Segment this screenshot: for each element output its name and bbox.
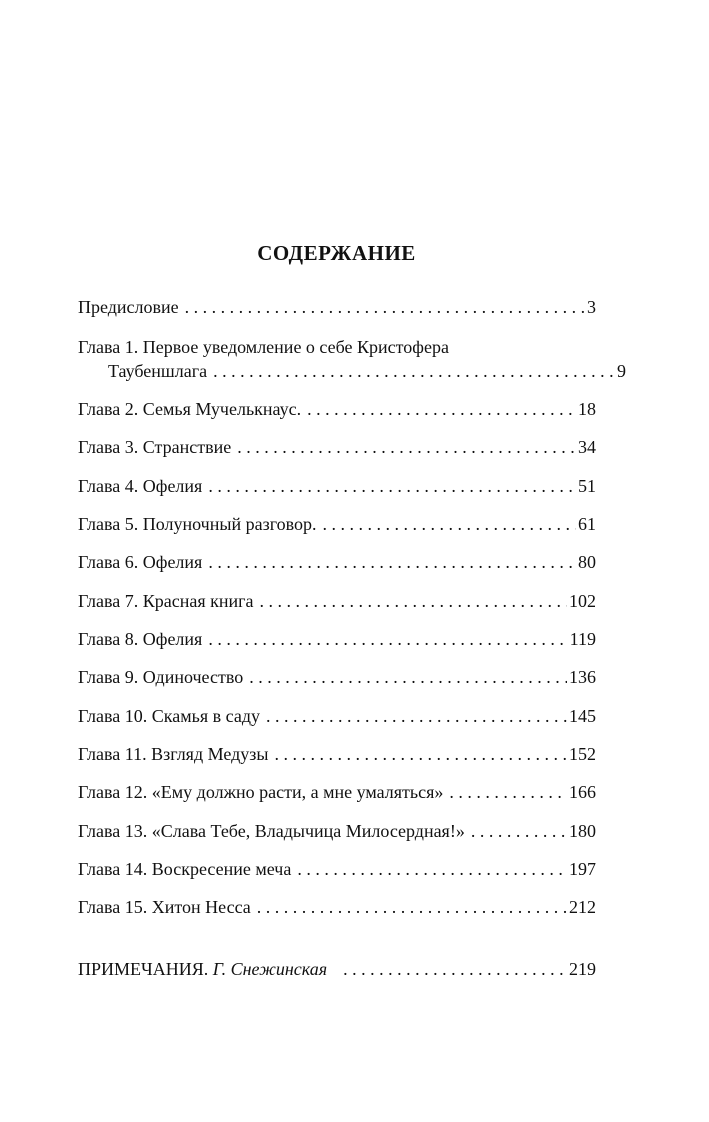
toc-entry-label [78,957,327,981]
toc-entry-page: 9 [617,361,626,381]
toc-entry-chapter-11[interactable] [78,742,596,766]
dot-leader [249,665,567,689]
dot-leader [266,704,567,728]
toc-entry-page: 34 [578,437,596,457]
toc-entry-label: Глава 4. Офелия [78,476,203,496]
toc-entry-chapter-13[interactable] [78,819,596,843]
dot-leader [471,819,567,843]
dot-leader [343,957,567,981]
toc-entry-page: 166 [569,782,596,802]
toc-entry-label: Глава 10. Скамья в саду [78,706,260,726]
dot-leader [237,435,576,459]
toc-entry-label: Глава 14. Воскресение меча [78,859,292,879]
toc-entry-page: 61 [578,514,596,534]
toc-entry-page: 119 [569,629,596,649]
toc-entry-chapter-10[interactable] [78,704,596,728]
toc-entry-label: Глава 9. Одиночество [78,667,244,687]
dot-leader [275,742,568,766]
toc-entry-preface[interactable] [78,295,596,319]
toc-entry-page: 180 [569,821,596,841]
toc-entry-label: Глава 3. Странствие [78,437,232,457]
toc-entry-page: 219 [569,959,596,979]
toc-entry-label-line1: Глава 1. Первое уведомление о себе Кристофера [78,337,449,357]
toc-entry-chapter-4[interactable] [78,474,596,498]
dot-leader [213,359,615,383]
dot-leader [208,474,576,498]
toc-entry-chapter-15[interactable] [78,895,596,919]
toc-entry-label: Глава 13. «Слава Тебе, Владычица Милосердная!» [78,821,465,841]
toc-entry-chapter-12[interactable] [78,780,596,804]
toc-entry-label: Таубеншлага [108,361,208,381]
toc-entry-page: 152 [569,744,596,764]
toc-entry-page: 18 [578,399,596,419]
toc-entry-chapter-6[interactable] [78,550,596,574]
dot-leader [449,780,567,804]
toc-entry-chapter-5[interactable] [78,512,596,536]
toc-entry-label: Глава 11. Взгляд Медузы [78,744,269,764]
toc-entry-notes[interactable] [78,957,596,981]
toc-entry-page: 51 [578,476,596,496]
toc-entry-chapter-2[interactable] [78,397,596,421]
toc-entry-label: Глава 8. Офелия [78,629,203,649]
toc-entry-page: 80 [578,552,596,572]
toc-entry-label: Глава 15. Хитон Несса [78,897,251,917]
toc-entry-chapter-8[interactable] [78,627,596,651]
dot-leader [208,627,567,651]
toc-entry-label: Глава 2. Семья Мучелькнаус. [78,399,302,419]
toc-entry-chapter-3[interactable] [78,435,596,459]
dot-leader [307,397,576,421]
toc-title-text: СОДЕРЖАНИЕ [257,241,416,265]
toc-entry-page: 102 [569,591,596,611]
toc-entry-page: 3 [587,297,596,317]
toc-entry-label: Глава 5. Полуночный разговор. [78,514,317,534]
notes-author: Г. Снежинская [212,959,328,979]
toc-entry-page: 136 [569,667,596,687]
toc-entry-chapter-9[interactable] [78,665,596,689]
dot-leader [208,550,576,574]
dot-leader [257,895,567,919]
dot-leader [185,295,585,319]
notes-label: ПРИМЕЧАНИЯ. [78,959,213,979]
toc-entry-chapter-14[interactable] [78,857,596,881]
toc-entry-label: Глава 6. Офелия [78,552,203,572]
toc-entry-label: Глава 7. Красная книга [78,591,254,611]
toc-entry-page: 145 [569,706,596,726]
toc-entry-page: 212 [569,897,596,917]
dot-leader [260,589,567,613]
toc-entry-chapter-1[interactable] [78,335,626,383]
dot-leader [323,512,576,536]
toc-entry-label: Глава 12. «Ему должно расти, а мне умаляться» [78,782,444,802]
dot-leader [297,857,567,881]
toc-title [0,241,709,266]
toc-entry-page: 197 [569,859,596,879]
toc-entry-chapter-7[interactable] [78,589,596,613]
toc-entry-label: Предисловие [78,297,179,317]
